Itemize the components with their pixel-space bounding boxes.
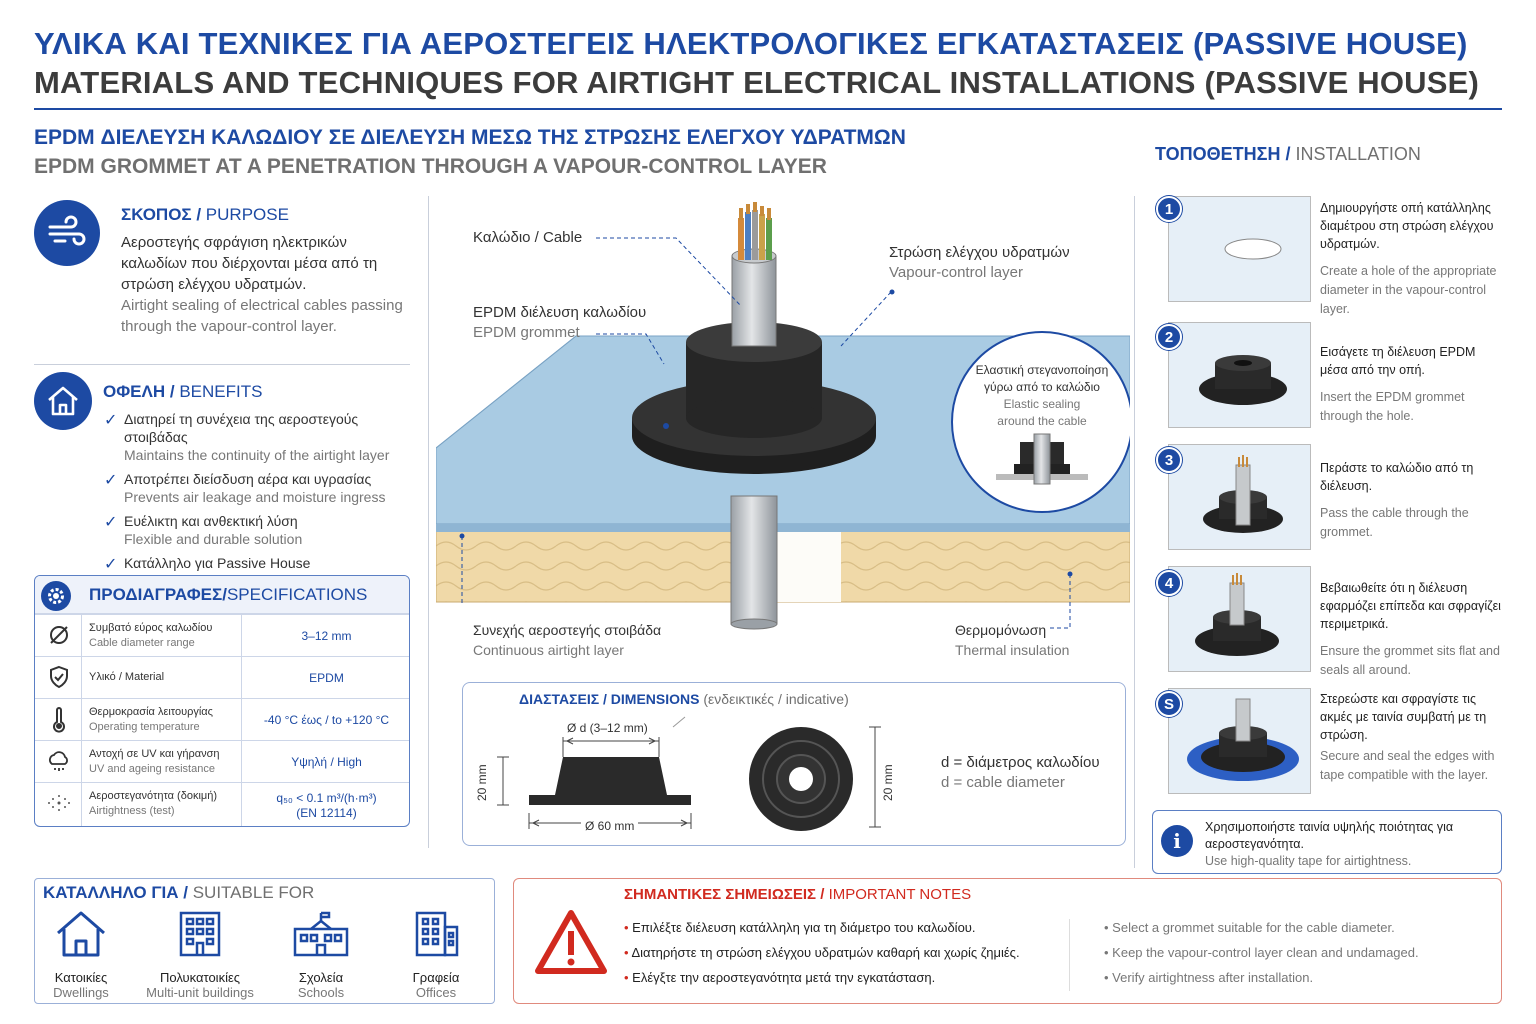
check-icon: ✓	[104, 514, 118, 531]
dimensions-panel	[462, 682, 1126, 846]
spec-row: Συμβατό εύρος καλωδίου Cable diameter range 3–12 mm	[35, 614, 410, 656]
benefit-item: ✓ Κατάλληλο για Passive House	[104, 555, 311, 573]
right-divider	[1134, 196, 1135, 868]
step-text-4: Βεβαιωθείτε ότι η διέλευση εφαρμόζει επίπεδα και σφραγίζει περιμετρικά. Ensure the grommet sits flat and seals all around.	[1320, 581, 1501, 677]
purpose-text-english: Airtight sealing of electrical cables passing through the vapour-control layer.	[121, 297, 403, 335]
step-number: S	[1156, 691, 1182, 717]
specifications-table	[34, 575, 410, 827]
height-label-right: 20 mm	[881, 764, 895, 801]
shield-icon	[43, 665, 75, 691]
cable-label: Καλώδιο / Cable	[473, 229, 583, 246]
note-item: • Διατηρήστε τη στρώση ελέγχου υδρατμών καθαρή και χωρίς ζημιές.	[624, 945, 1020, 960]
spec-row: Θερμοκρασία λειτουργίας Operating temperature -40 °C έως / to +120 °C	[35, 698, 410, 740]
specifications-heading: ΠΡΟΔΙΑΓΡΑΦΕΣ / SPECIFICATIONS	[35, 576, 409, 614]
notes-heading: ΣΗΜΑΝΤΙΚΕΣ ΣΗΜΕΙΩΣΕΙΣ / IMPORTANT NOTES	[624, 886, 972, 903]
step-number: 1	[1156, 196, 1182, 222]
step-text-3: Περάστε το καλώδιο από τη διέλευση. Pass the cable through the grommet.	[1320, 461, 1474, 539]
suitable-for-panel	[34, 878, 495, 1004]
uv-icon	[43, 749, 75, 775]
suitable-item: Γραφεία Offices	[381, 909, 491, 1000]
tape-info-box: i Χρησιμοποιήστε ταινία υψηλής ποιότητας για αεροστεγανότητα. Use high-quality tape for airtightness.	[1152, 810, 1502, 874]
vapour-control-layer-label: Στρώση ελέγχου υδρατμών Vapour-control layer	[889, 244, 1070, 281]
step-text-5: Στερεώστε και σφραγίστε τις ακμές με ταινία συμβατή με τη στρώση. Secure and seal the edges with tape compatible with the layer.	[1320, 692, 1495, 782]
info-icon: i	[1161, 825, 1193, 857]
spec-row: Αντοχή σε UV και γήρανση UV and ageing resistance Υψηλή / High	[35, 740, 410, 782]
base-diameter-label: Ø 60 mm	[581, 819, 638, 833]
benefits-heading: ΟΦΕΛΗ / BENEFITS	[103, 382, 263, 401]
step-text-2: Εισάγετε τη διέλευση EPDM μέσα από την οπή. Insert the EPDM grommet through the hole.	[1320, 345, 1476, 423]
step-image-3	[1168, 444, 1311, 550]
diameter-legend: d = διάμετρος καλωδίου d = cable diameter	[941, 754, 1100, 791]
suitable-item: Πολυκατοικίες Multi-unit buildings	[145, 909, 255, 1000]
note-item: • Ελέγξτε την αεροστεγανότητα μετά την εγκατάσταση.	[624, 970, 936, 985]
inner-diameter-label: Ø d (3–12 mm)	[567, 721, 648, 735]
step-image-2	[1168, 322, 1311, 428]
suitable-item: Κατοικίες Dwellings	[26, 909, 136, 1000]
page-title-greek: ΥΛΙΚΑ ΚΑΙ ΤΕΧΝΙΚΕΣ ΓΙΑ ΑΕΡΟΣΤΕΓΕΙΣ ΗΛΕΚΤΡΟΛΟΓΙΚΕΣ ΕΓΚΑΤΑΣΤΑΣΕΙΣ (PASSIVE HOUSE)	[34, 26, 1468, 61]
left-divider	[428, 196, 429, 848]
house-icon	[54, 909, 108, 959]
note-item-en: • Select a grommet suitable for the cable diameter.	[1104, 920, 1395, 935]
insulation-label: Θερμομόνωση Thermal insulation	[955, 622, 1070, 658]
step-image-4	[1168, 566, 1311, 672]
subtitle-greek: EPDM ΔΙΕΛΕΥΣΗ ΚΑΛΩΔΙΟΥ ΣΕ ΔΙΕΛΕΥΣΗ ΜΕΣΩ ΤΗΣ ΣΤΡΩΣΗΣ ΕΛΕΓΧΟΥ ΥΔΡΑΤΜΩΝ	[34, 126, 906, 149]
office-icon	[409, 909, 463, 959]
inset-label: Ελαστική στεγανοποίηση γύρω από το καλώδιο Elastic sealing around the cable	[975, 363, 1109, 428]
purpose-heading: ΣΚΟΠΟΣ / PURPOSE	[121, 205, 289, 224]
step-text-1: Δημιουργήστε οπή κατάλληλης διαμέτρου στη στρώση ελέγχου υδρατμών. Create a hole of the appropriate diameter in the vapour-control layer.	[1320, 201, 1497, 316]
benefits-list	[104, 410, 424, 596]
installation-heading: ΤΟΠΟΘΕΤΗΣΗ / INSTALLATION	[1155, 144, 1421, 164]
thermometer-icon	[43, 707, 75, 733]
house-icon	[34, 372, 92, 430]
warning-icon	[534, 909, 608, 980]
step-number: 4	[1156, 570, 1182, 596]
title-divider	[34, 108, 1502, 110]
step-image-5	[1168, 688, 1311, 794]
step-number: 3	[1156, 447, 1182, 473]
suitable-item: Σχολεία Schools	[266, 909, 376, 1000]
benefit-item: ✓ Διατηρεί τη συνέχεια της αεροστεγούς στοιβάδας Maintains the continuity of the airtight layer	[104, 411, 390, 463]
spec-row: Αεροστεγανότητα (δοκιμή) Airtightness (test) q₅₀ < 0.1 m³/(h·m³) (EN 12114)	[35, 782, 410, 827]
gear-icon	[41, 581, 71, 611]
grommet-label: EPDM διέλευση καλωδίου EPDM grommet	[473, 304, 647, 341]
check-icon: ✓	[104, 412, 118, 429]
purpose-divider	[34, 364, 410, 365]
airtight-icon	[43, 791, 75, 817]
check-icon: ✓	[104, 556, 118, 573]
dimensions-heading: ΔΙΑΣΤΑΣΕΙΣ / DIMENSIONS (ενδεικτικές / indicative)	[519, 691, 849, 707]
airtight-layer-label: Συνεχής αεροστεγής στοιβάδα Continuous airtight layer	[473, 622, 662, 658]
step-image-1	[1168, 196, 1311, 302]
check-icon: ✓	[104, 472, 118, 489]
note-item: • Επιλέξτε διέλευση κατάλληλη για τη διάμετρο του καλωδίου.	[624, 920, 976, 935]
benefit-item: ✓ Ευέλικτη και ανθεκτική λύση Flexible and durable solution	[104, 513, 303, 547]
apartment-icon	[173, 909, 227, 959]
school-icon	[291, 909, 351, 959]
note-item-en: • Verify airtightness after installation.	[1104, 970, 1314, 985]
important-notes-panel	[513, 878, 1502, 1004]
subtitle-english: EPDM GROMMET AT A PENETRATION THROUGH A VAPOUR-CONTROL LAYER	[34, 155, 827, 178]
note-item-en: • Keep the vapour-control layer clean and undamaged.	[1104, 945, 1419, 960]
height-label-left: 20 mm	[475, 764, 489, 801]
wind-icon	[34, 200, 100, 266]
spec-row: Υλικό / Material EPDM	[35, 656, 410, 698]
page-title-english: MATERIALS AND TECHNIQUES FOR AIRTIGHT ELECTRICAL INSTALLATIONS (PASSIVE HOUSE)	[34, 65, 1480, 100]
suitable-for-heading: ΚΑΤΑΛΛΗΛΟ ΓΙΑ / SUITABLE FOR	[43, 883, 315, 902]
purpose-text-greek: Αεροστεγής σφράγιση ηλεκτρικών καλωδίων που διέρχονται μέσα από τη στρώση ελέγχου υδρατμών.	[121, 234, 378, 293]
benefit-item: ✓ Αποτρέπει διείσδυση αέρα και υγρασίας Prevents air leakage and moisture ingress	[104, 471, 386, 505]
step-number: 2	[1156, 324, 1182, 350]
diameter-icon	[43, 623, 75, 649]
